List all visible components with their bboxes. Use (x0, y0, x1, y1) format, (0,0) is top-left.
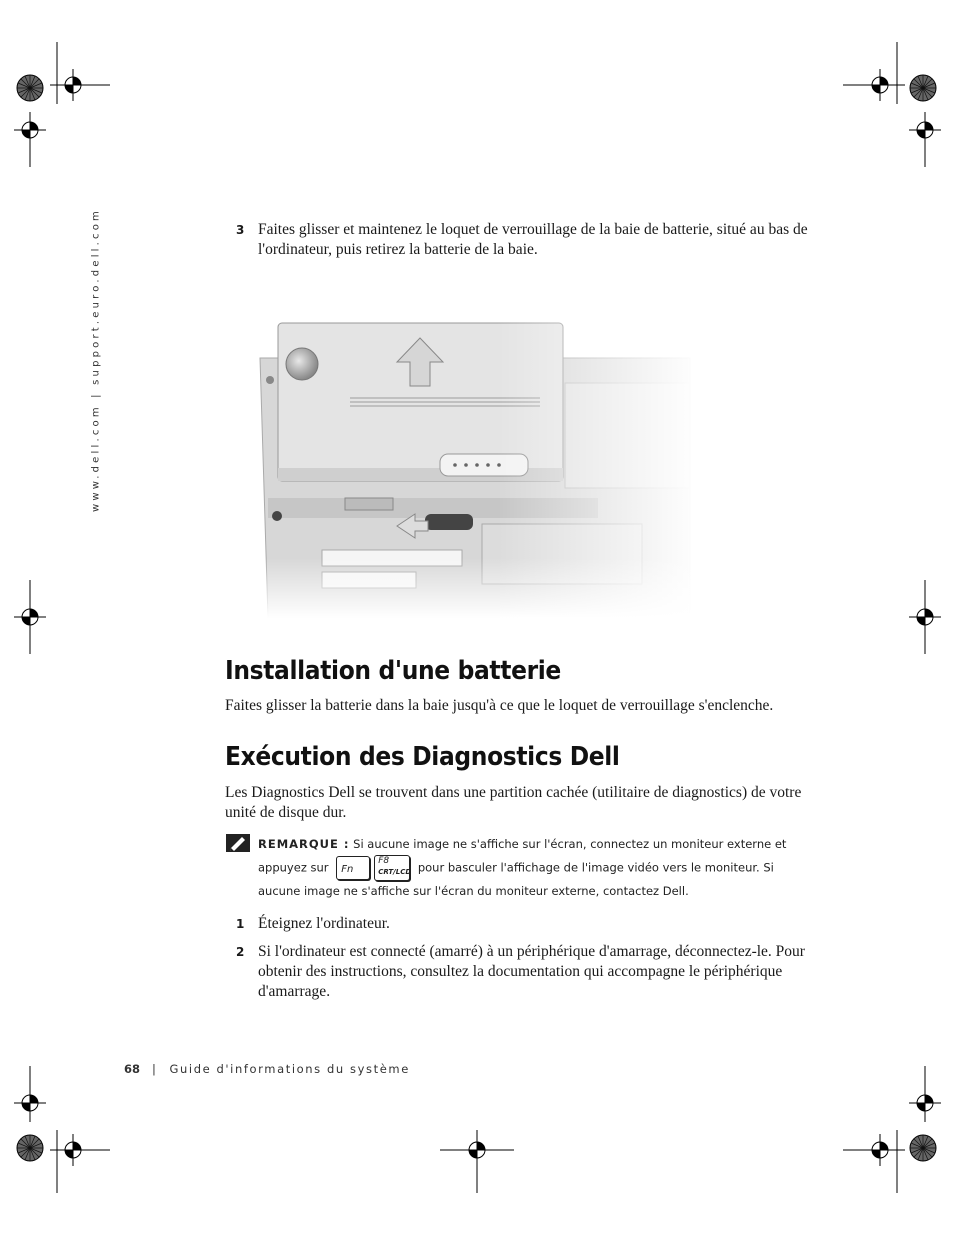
crosshair-mark-icon (909, 1087, 941, 1119)
crosshair-mark-icon (864, 69, 896, 101)
step-text: Faites glisser et maintenez le loquet de verrouillage de la baie de batterie, situé au bas de l'ordinateur, puis retirez la batterie de la baie. (258, 221, 808, 258)
page-number: 68 (124, 1062, 141, 1076)
crosshair-mark-icon (14, 114, 46, 146)
battery-removal-illustration (250, 318, 700, 618)
section-title-diagnostics: Exécution des Diagnostics Dell (225, 742, 620, 772)
install-paragraph: Faites glisser la batterie dans la baie jusqu'à ce que le loquet de verrouillage s'enclenche. (225, 697, 774, 714)
crosshair-mark-icon (57, 1134, 89, 1166)
step-number: 2 (236, 945, 245, 959)
crosshair-mark-icon (864, 1134, 896, 1166)
step-number: 1 (236, 917, 245, 931)
footer-title: Guide d'informations du système (169, 1062, 410, 1076)
section-title-install: Installation d'une batterie (225, 656, 561, 686)
step-text: Si l'ordinateur est connecté (amarré) à un périphérique d'amarrage, déconnectez-le. Pour obtenir des instructions, consultez la documentation qui accompagne le périphérique d'amarrage. (258, 943, 805, 1000)
footer-separator: | (152, 1062, 158, 1076)
fn-key-label: Fn (341, 864, 354, 875)
starburst-mark-icon (17, 1135, 43, 1161)
step-text: Éteignez l'ordinateur. (258, 915, 390, 932)
note-text-after: pour basculer l'affichage de l'image vidéo vers le moniteur. Si aucune image ne s'affiche sur l'écran du moniteur externe, contactez Dell. (258, 860, 774, 898)
crosshair-mark-icon (909, 601, 941, 633)
starburst-mark-icon (910, 1135, 936, 1161)
pencil-note-icon (226, 834, 250, 852)
crosshair-mark-icon (461, 1134, 493, 1166)
note-text-before: Si aucune image ne s'affiche sur l'écran, connectez un moniteur externe et appuyez sur (258, 837, 787, 875)
fn-key-icon (336, 856, 370, 880)
diagnostics-paragraph: Les Diagnostics Dell se trouvent dans une partition cachée (utilitaire de diagnostics) de votre unité de disque dur. (225, 784, 802, 821)
page-footer (124, 1062, 410, 1076)
starburst-mark-icon (910, 75, 936, 101)
crosshair-mark-icon (14, 601, 46, 633)
note-block (258, 834, 818, 902)
note-label: REMARQUE : (258, 837, 350, 851)
f8-key-label: F8 (378, 856, 390, 866)
step-number: 3 (236, 223, 245, 237)
crosshair-mark-icon (14, 1087, 46, 1119)
crosshair-mark-icon (909, 114, 941, 146)
f8-key-icon (374, 855, 410, 881)
sidebar-url: www.dell.com | support.euro.dell.com (90, 208, 102, 512)
starburst-mark-icon (17, 75, 43, 101)
f8-key-sublabel: CRT/LCD (378, 868, 412, 876)
crosshair-mark-icon (57, 69, 89, 101)
